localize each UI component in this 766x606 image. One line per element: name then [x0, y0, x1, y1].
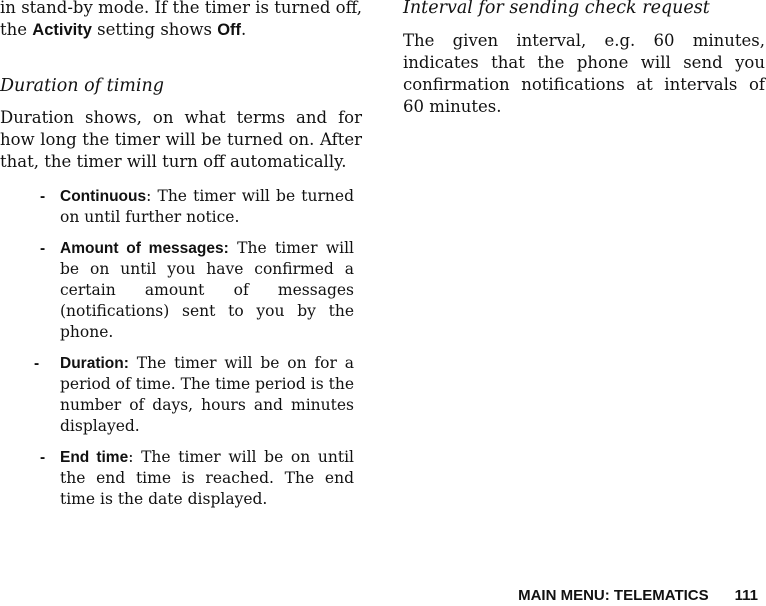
list-dash: -: [34, 355, 40, 372]
off-value: Off: [217, 21, 242, 39]
duration-heading: Duration of timing: [0, 76, 164, 96]
intro-text-3: .: [241, 20, 247, 39]
term-continuous: Continuous: [60, 188, 147, 205]
list-dash: -: [40, 449, 46, 466]
item-description: The timer will be on for a period of time. The time period is the number of days, hours and minutes displayed.: [60, 354, 354, 435]
interval-heading: Interval for sending check request: [403, 0, 710, 18]
list-item-duration: [34, 353, 354, 437]
term-duration: Duration:: [60, 355, 129, 372]
intro-paragraph: [0, 0, 362, 41]
list-dash: -: [40, 240, 46, 257]
page-number: 111: [734, 587, 758, 604]
term-amount-of-messages: Amount of messages:: [60, 240, 229, 257]
item-description: : The timer will be turned on until further notice.: [60, 187, 354, 226]
interval-paragraph: The given interval, e.g. 60 minutes, indicates that the phone will send you confirmation notifications at intervals of 60 minutes.: [403, 31, 765, 116]
list-item-end-time: [40, 447, 354, 510]
section-title: MAIN MENU: TELEMATICS: [518, 587, 709, 604]
intro-text: in stand-by mode. If the timer is turned off, the: [0, 0, 362, 39]
term-end-time: End time: [60, 449, 129, 466]
duration-options-list: [34, 186, 354, 520]
page-footer: [518, 586, 758, 606]
intro-text-2: setting shows: [91, 20, 218, 39]
duration-paragraph: Duration shows, on what terms and for how long the timer will be turned on. After that, the timer will turn off automatically.: [0, 108, 362, 171]
list-item-continuous: [40, 186, 354, 228]
activity-setting-name: Activity: [32, 21, 92, 39]
item-description: : The timer will be on until the end time is reached. The end time is the date displayed.: [60, 448, 354, 508]
item-description: The timer will be on until you have confirmed a certain amount of messages (notifications) sent to you by the phone.: [60, 239, 354, 341]
list-item-amount-of-messages: [40, 238, 354, 343]
list-dash: -: [40, 188, 46, 205]
